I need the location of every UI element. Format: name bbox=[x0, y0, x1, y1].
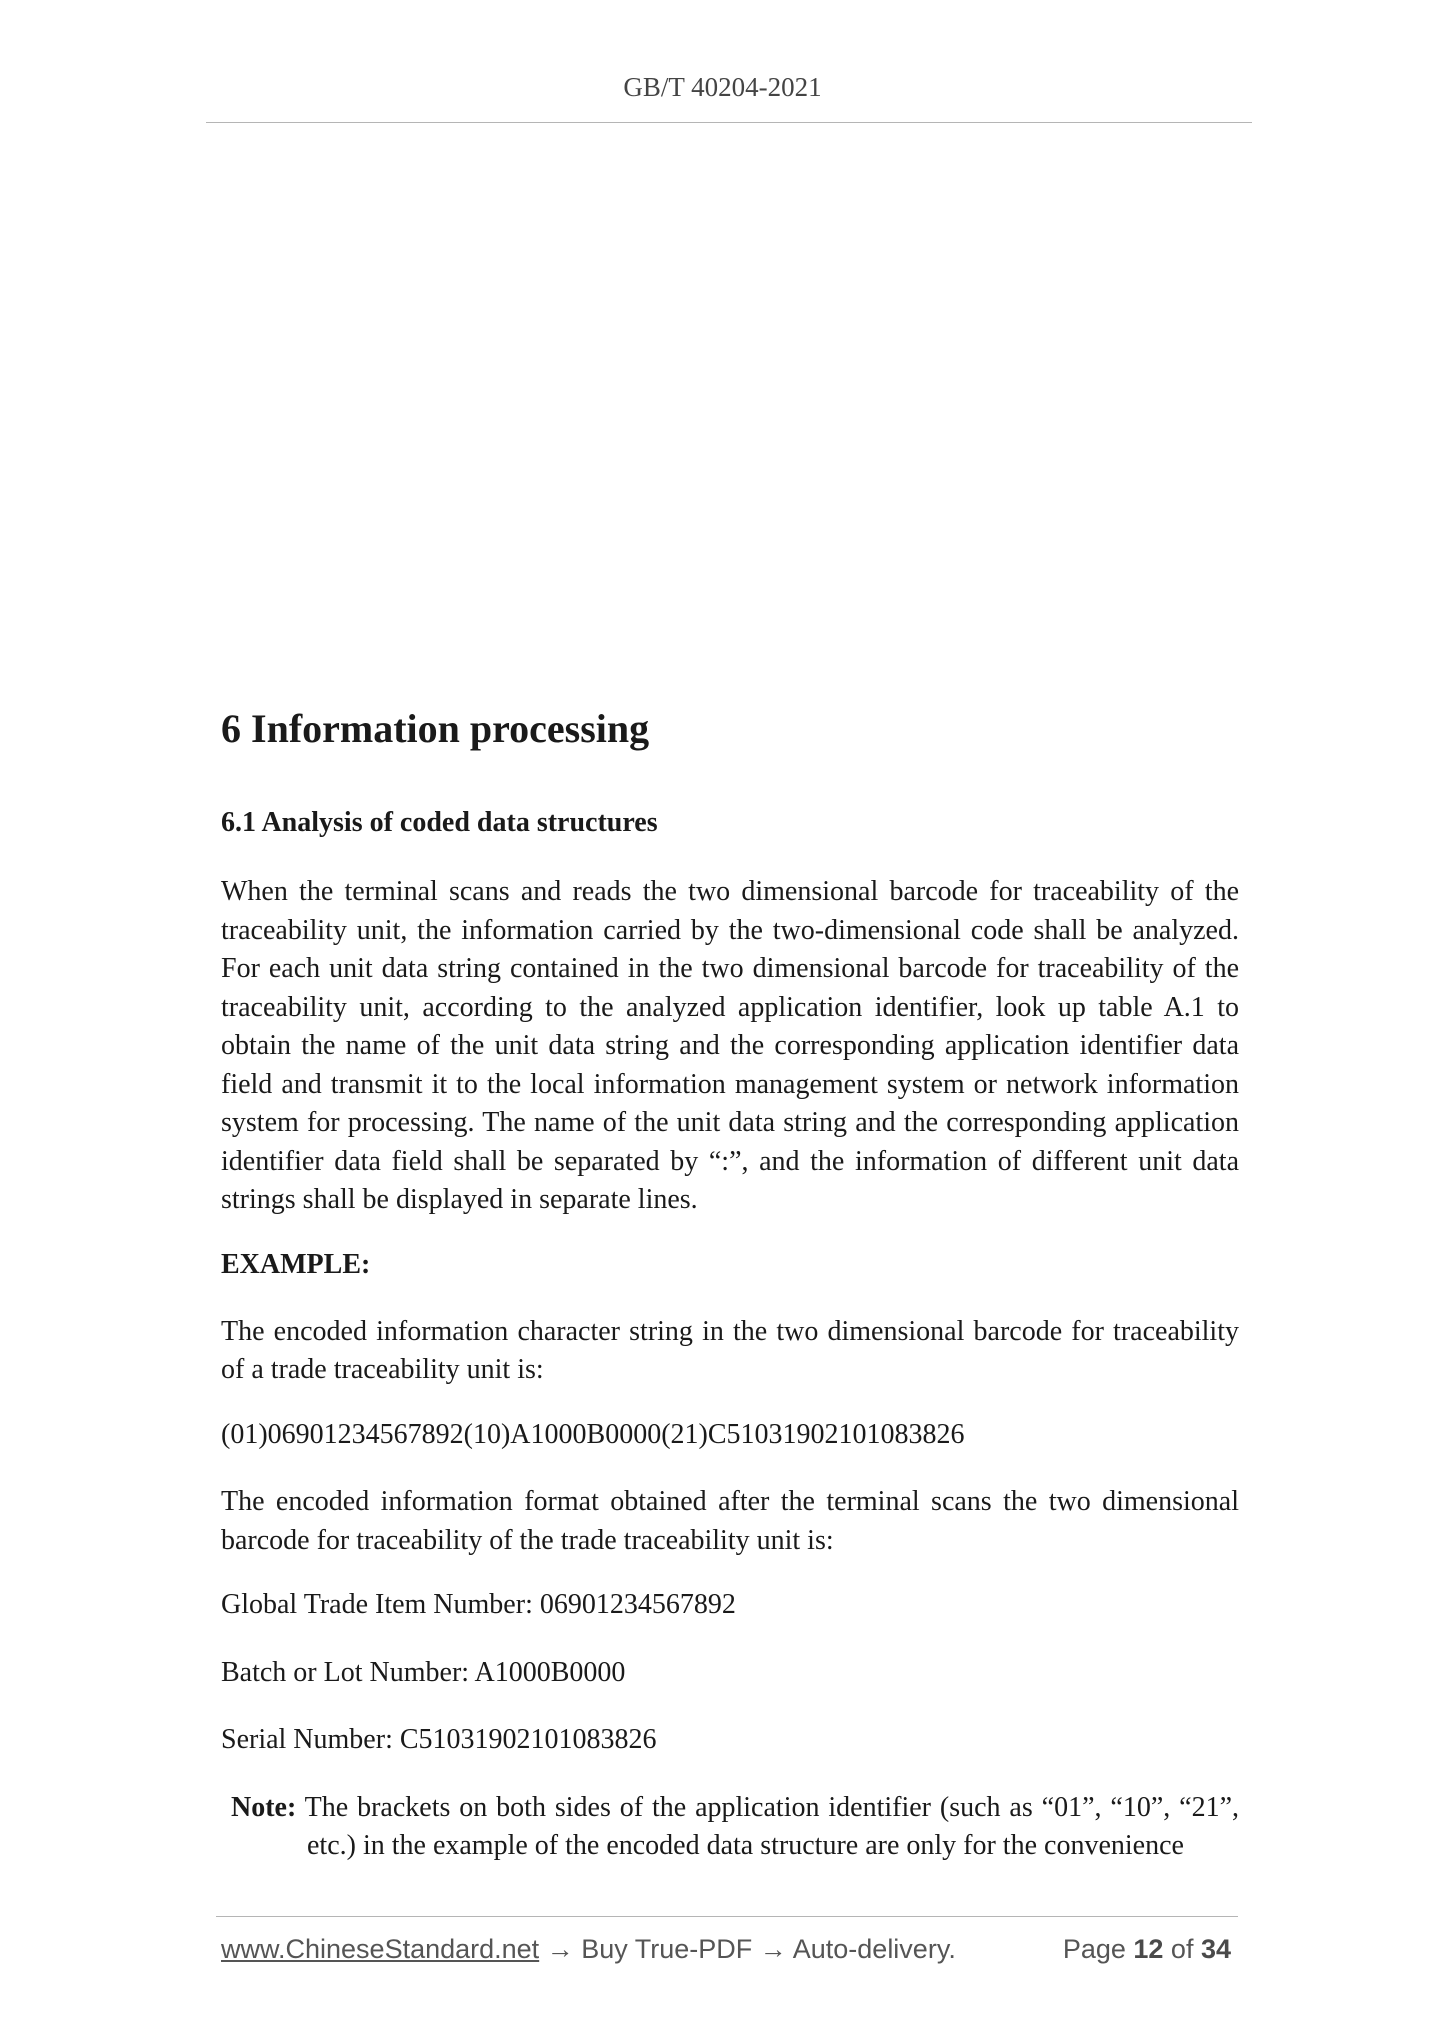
footer-tagline: → Buy True-PDF → Auto-delivery. bbox=[539, 1934, 956, 1964]
note-label: Note: bbox=[231, 1791, 297, 1823]
example-intro: The encoded information character string in the two dimensional barcode for traceability of a trade traceability unit is: bbox=[221, 1315, 1239, 1385]
page-of: of bbox=[1163, 1934, 1201, 1964]
result-line-gtin: Global Trade Item Number: 06901234567892 bbox=[221, 1589, 736, 1620]
page-number bbox=[1063, 1934, 1231, 1965]
page-total: 34 bbox=[1200, 1934, 1231, 1964]
encoded-string: (01)06901234567892(10)A1000B0000(21)C51031902101083826 bbox=[221, 1418, 965, 1450]
note-text: The brackets on both sides of the application identifier (such as “01”, “10”, “21”, etc.) in the example of the encoded data structure are only for the convenience bbox=[296, 1791, 1239, 1861]
result-line-serial: Serial Number: C51031902101083826 bbox=[221, 1724, 657, 1755]
page-current: 12 bbox=[1133, 1934, 1164, 1964]
body-paragraph: When the terminal scans and reads the two dimensional barcode for traceability of the traceability unit, the information carried by the two-dimensional code shall be analyzed. For each unit data string contained in the two dimensional barcode for traceability of the traceability unit, according to the analyzed application identifier, look up table A.1 to obtain the name of the unit data string and the corresponding application identifier data field and transmit it to the local information management system or network information system for processing. The name of the unit data string and the corresponding application identifier data field shall be separated by “:”, and the information of different unit data strings shall be displayed in separate lines. bbox=[221, 876, 1239, 1215]
footer-divider bbox=[216, 1916, 1238, 1917]
format-intro: The encoded information format obtained after the terminal scans the two dimensional barcode for traceability of the trade traceability unit is: bbox=[221, 1486, 1239, 1556]
note bbox=[221, 1789, 1239, 1866]
header-divider bbox=[206, 122, 1252, 123]
document-code-header: GB/T 40204-2021 bbox=[623, 72, 822, 102]
footer-promo bbox=[221, 1934, 956, 1965]
result-line-batch: Batch or Lot Number: A1000B0000 bbox=[221, 1656, 626, 1688]
website-link[interactable]: www.ChineseStandard.net bbox=[221, 1934, 540, 1964]
example-label: EXAMPLE: bbox=[221, 1248, 371, 1280]
section-heading: 6 Information processing bbox=[221, 706, 650, 751]
subsection-heading: 6.1 Analysis of coded data structures bbox=[221, 807, 658, 838]
page-content bbox=[221, 700, 1239, 1866]
page-label: Page bbox=[1062, 1934, 1134, 1964]
